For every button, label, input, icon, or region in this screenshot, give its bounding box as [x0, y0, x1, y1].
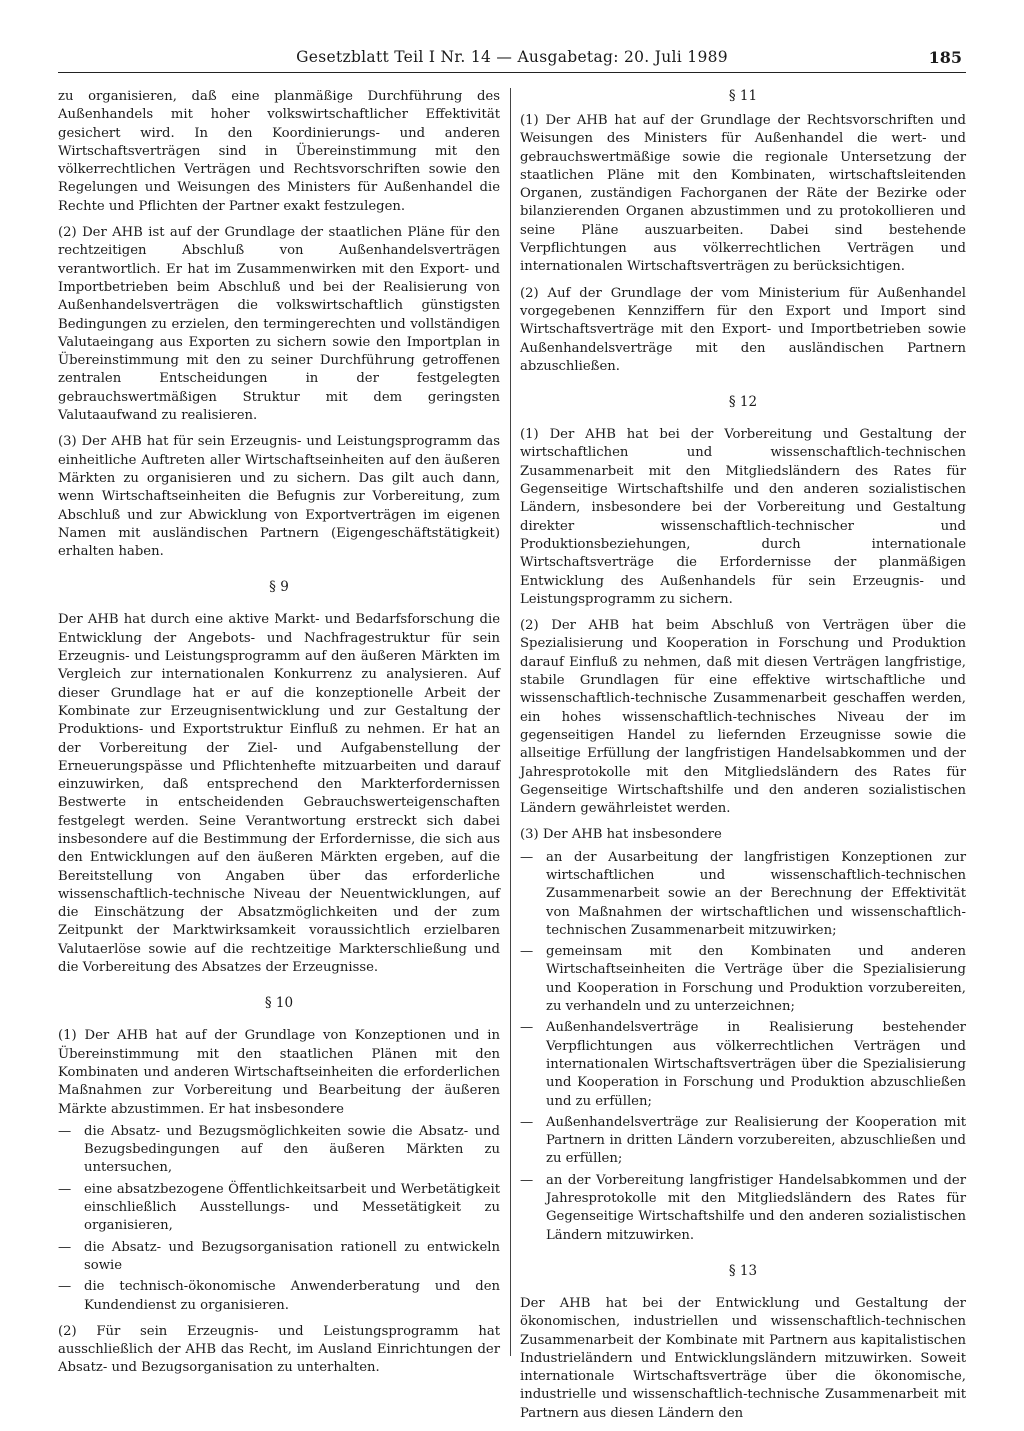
section-heading-12: § 12	[728, 394, 758, 411]
list-item: — an der Ausarbeitung der langfristigen Konzeptionen zur wirtschaftlichen und wissenschaftlich-technischen Zusammenarbeit sowie an der Berechnung der Effektivität von Maßnahmen der wirtschaftlichen und wissenschaftlich-technischen Zusammenarbeit mitzuwirken;	[520, 849, 966, 940]
paragraph-8-continuation: zu organisieren, daß eine planmäßige Durchführung des Außenhandels mit hoher volkswirtschaftlicher Effektivität gesichert wird. In den Koordinierungs- und anderen Wirtschaftsverträgen sind in Übereinstimmung mit den völkerrechtlichen Verträgen und Rechtsvorschriften sowie den Regelungen und Weisungen des Ministers für Außenhandel die Rechte und Pflichten der Partner exakt festzulegen.	[58, 89, 500, 214]
right-column	[520, 88, 966, 1431]
list-section-10	[58, 1123, 500, 1315]
paragraph-10-1: (1) Der AHB hat auf der Grundlage von Konzeptionen und in Übereinstimmung mit den staatlichen Plänen mit den Kombinaten und anderen Wirtschaftseinheiten die erforderlichen Maßnahmen zur Vorbereitung und Bearbeitung der äußeren Märkte abzustimmen. Er hat insbesondere	[58, 1028, 500, 1117]
paragraph-13: Der AHB hat bei der Entwicklung und Gestaltung der ökonomischen, industriellen und wissenschaftlich-technischen Zusammenarbeit der Kombinate mit Partnern aus kapitalistischen Industrieländern und Entwicklungsländern mitzuwirken. Soweit internationale Wirtschaftsverträge über die ökonomische, industrielle und wissenschaftlich-technische Zusammenarbeit mit Partnern aus diesen Ländern den	[520, 1295, 966, 1421]
paragraph-10-2: (2) Für sein Erzeugnis- und Leistungsprogramm hat ausschließlich der AHB das Recht, im Ausland Einrichtungen der Absatz- und Bezugsorganisation zu unterhalten.	[58, 1323, 500, 1376]
list-section-12	[520, 849, 966, 1245]
list-item: — gemeinsam mit den Kombinaten und anderen Wirtschaftseinheiten die Verträge über die Spezialisierung und Kooperation in Forschung und Produktion vorzubereiten, zu verhandeln und zu unterzeichnen;	[520, 943, 966, 1016]
paragraph-12-1: (1) Der AHB hat bei der Vorbereitung und Gestaltung der wirtschaftlichen und wissenschaftlich-technischen Zusammenarbeit mit den Mitgliedsländern des Rates für Gegenseitige Wirtschaftshilfe und den anderen sozialistischen Ländern, insbesondere bei der Vorbereitung und Gestaltung direkter wissenschaftlich-technischer und Produktionsbeziehungen, durch internationale Wirtschaftsverträge die Erfordernisse der planmäßigen Entwicklung des Außenhandels für sein Erzeugnis- und Leistungsprogramm zu sichern.	[520, 427, 966, 607]
list-item: — die technisch-ökonomische Anwenderberatung und den Kundendienst zu organisieren.	[58, 1278, 500, 1315]
section-heading-13: § 13	[728, 1262, 758, 1279]
paragraph-8-2: (2) Der AHB ist auf der Grundlage der staatlichen Pläne für den rechtzeitigen Abschluß von Außenhandelsverträgen verantwortlich. Er hat im Zusammenwirken mit den Export- und Importbetrieben beim Abschluß und bei der Realisierung von Außenhandelsverträgen die volkswirtschaftlich günstigsten Bedingungen zu erzielen, den termingerechten und vollständigen Valutaeingang aus Exporten zu sichern sowie den Importplan in Übereinstimmung mit den zu seiner Durchführung getroffenen zentralen Entscheidungen in der festgelegten gebrauchswertmäßigen Struktur mit dem geringsten Valutaaufwand zu realisieren.	[58, 225, 500, 424]
paragraph-11-2: (2) Auf der Grundlage der vom Ministerium für Außenhandel vorgegebenen Kennziffern für den Export und Import sind Wirtschaftsverträge mit den Export- und Importbetrieben sowie Außenhandelsverträge mit den ausländischen Partnern abzuschließen.	[520, 285, 966, 374]
list-item: — die Absatz- und Bezugsmöglichkeiten sowie die Absatz- und Bezugsbedingungen auf den äußeren Märkten zu untersuchen,	[58, 1123, 500, 1178]
paragraph-12-3: (3) Der AHB hat insbesondere	[520, 827, 722, 843]
left-column	[58, 88, 500, 1386]
section-heading-11: § 11	[728, 88, 758, 104]
list-item: — Außenhandelsverträge zur Realisierung der Kooperation mit Partnern in dritten Ländern vorzubereiten, abzuschließen und zu erfüllen;	[520, 1114, 966, 1169]
paragraph-11-1: (1) Der AHB hat auf der Grundlage der Rechtsvorschriften und Weisungen des Ministers für Außenhandel die wert- und gebrauchswertmäßige sowie die regionale Untersetzung der staatlichen Pläne mit den Kombinaten, wirtschaftsleitenden Organen, zuständigen Fachorganen der Räte der Bezirke oder bilanzierenden Organen abzustimmen und zu protokollieren und seine Pläne auszuarbeiten. Dabei sind bestehende Verpflichtungen aus völkerrechtlichen Verträgen und internationalen Wirtschaftsverträgen zu berücksichtigen.	[520, 113, 966, 275]
paragraph-12-2: (2) Der AHB hat beim Abschluß von Verträgen über die Spezialisierung und Kooperation in Forschung und Produktion darauf Einfluß zu nehmen, daß mit diesen Verträgen langfristige, stabile Grundlagen für eine effektive wirtschaftliche und wissenschaftlich-technische Zusammenarbeit geschaffen werden, ein hohes wissenschaftlich-technisches Niveau der im gegenseitigen Handel zu liefernden Erzeugnisse sowie die allseitige Erfüllung der langfristigen Handelsabkommen und der Jahresprotokolle mit den Mitgliedsländern des Rates für Gegenseitige Wirtschaftshilfe und den anderen sozialistischen Ländern gewährleistet werden.	[520, 618, 966, 817]
list-item: — Außenhandelsverträge in Realisierung bestehender Verpflichtungen aus völkerrechtlichen Verträgen und internationalen Wirtschaftsverträgen über die Spezialisierung und Kooperation in Forschung und Produktion abzuschließen und zu erfüllen;	[520, 1019, 966, 1110]
list-item: — an der Vorbereitung langfristiger Handelsabkommen und der Jahresprotokolle mit den Mitgliedsländern des Rates für Gegenseitige Wirtschaftshilfe und den anderen sozialistischen Ländern mitzuwirken.	[520, 1172, 966, 1245]
paragraph-9: Der AHB hat durch eine aktive Markt- und Bedarfsforschung die Entwicklung der Angebots- und Nachfragestruktur für sein Erzeugnis- und Leistungsprogramm auf den äußeren Märkten im Vergleich zur internationalen Konkurrenz zu analysieren. Auf dieser Grundlage hat er auf die konzeptionelle Arbeit der Kombinate zur Erzeugnisentwicklung und zur Gestaltung der Produktions- und Exportstruktur Einfluß zu nehmen. Er hat an der Vorbereitung der Ziel- und Aufgabenstellung der Erneuerungspässe und Pflichtenhefte mitzuarbeiten und darauf einzuwirken, daß entsprechend den Markterfordernissen Bestwerte in entscheidenden Gebrauchswerteigenschaften festgelegt werden. Seine Verantwortung erstreckt sich dabei insbesondere auf die Bestimmung der Erfordernisse, die sich aus den Entwicklungen auf den äußeren Märkten ergeben, auf die Bereitstellung von Angaben über das erforderliche wissenschaftlich-technische Niveau der Neuentwicklungen, auf die Einschätzung der Absatzmöglichkeiten und der zum Zeitpunkt der Marktwirksamkeit voraussichtlich erzielbaren Valutaerlöse sowie auf die rechtzeitige Markterschließung und die Vorbereitung des Absatzes der Erzeugnisse.	[58, 612, 500, 976]
page-number: 185	[928, 48, 962, 67]
header-title: Gesetzblatt Teil I Nr. 14 — Ausgabetag: 20. Juli 1989	[296, 48, 728, 66]
list-item: — eine absatzbezogene Öffentlichkeitsarbeit und Werbetätigkeit einschließlich Ausstellungs- und Messetätigkeit zu organisieren,	[58, 1181, 500, 1236]
section-heading-10: § 10	[264, 995, 294, 1012]
column-divider	[510, 88, 511, 1356]
paragraph-8-3: (3) Der AHB hat für sein Erzeugnis- und Leistungsprogramm das einheitliche Auftreten aller Wirtschaftseinheiten auf den äußeren Märkten zu organisieren und zu sichern. Das gilt auch dann, wenn Wirtschaftseinheiten die Befugnis zur Vorbereitung, zum Abschluß und zur Abwicklung von Exportverträgen im eigenen Namen mit ausländischen Partnern (Eigengeschäftstätigkeit) erhalten haben.	[58, 434, 500, 560]
section-heading-9: § 9	[269, 579, 289, 596]
page-header	[58, 40, 966, 73]
list-item: — die Absatz- und Bezugsorganisation rationell zu entwickeln sowie	[58, 1239, 500, 1276]
